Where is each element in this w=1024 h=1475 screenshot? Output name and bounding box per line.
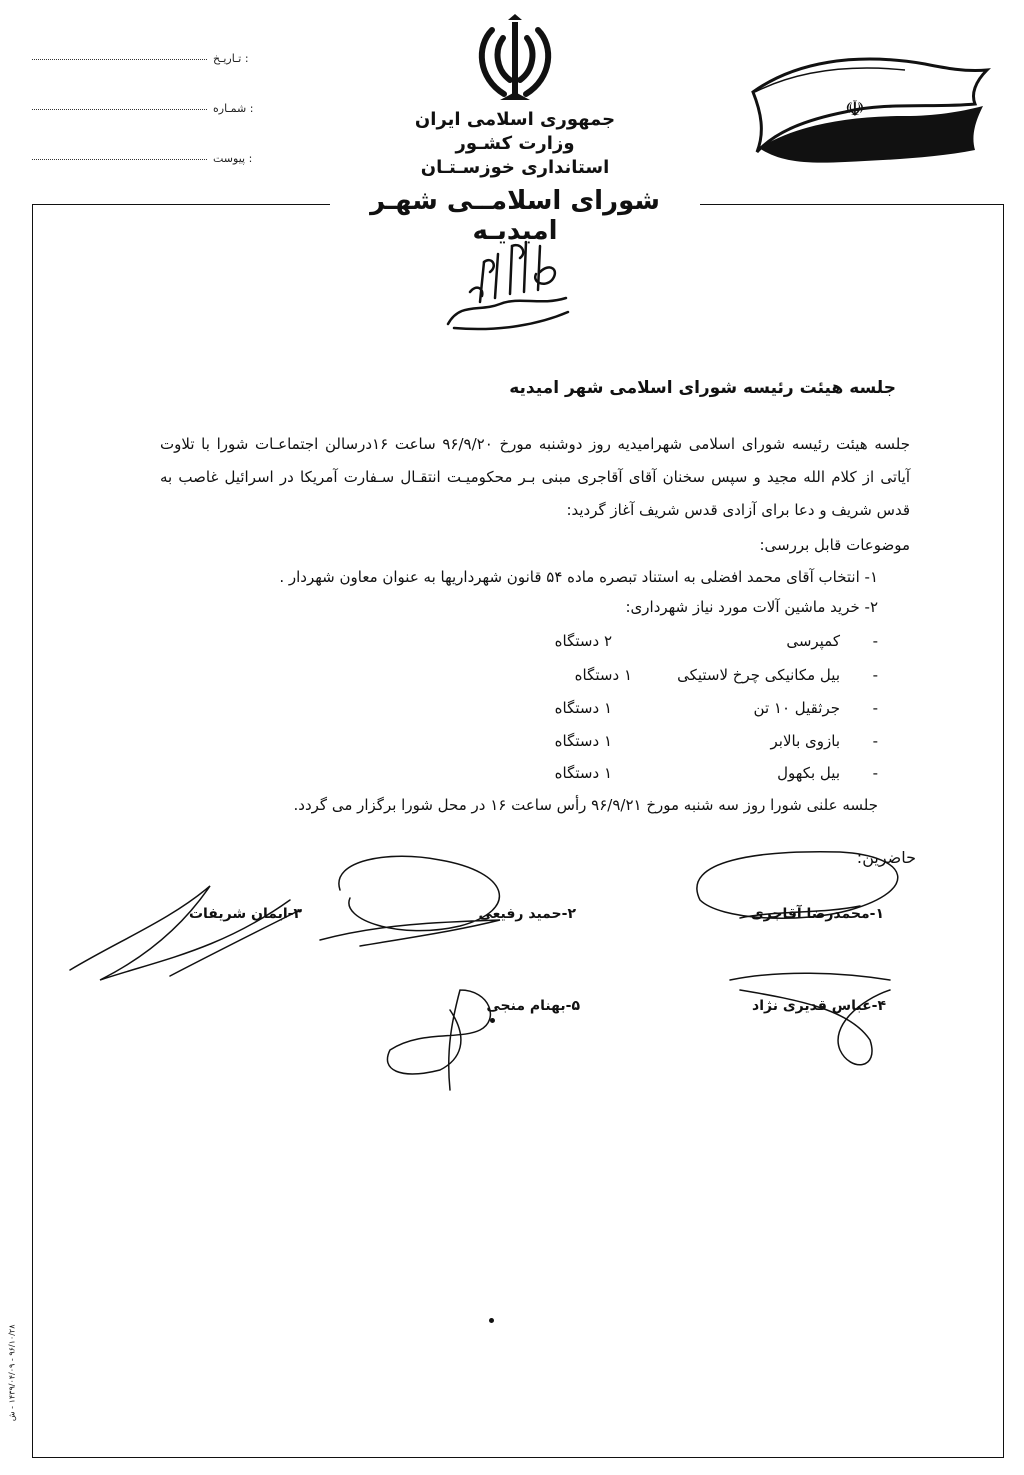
equipment-dash: - <box>872 732 878 750</box>
letterhead-province: استانداری خوزسـتـان <box>420 157 610 178</box>
number-value-line <box>32 109 207 110</box>
council-title: شورای اسلامــی شهـر امیدیـه <box>330 186 700 246</box>
signature-5-icon <box>387 990 490 1090</box>
equipment-name: کمپرسی <box>786 632 840 650</box>
svg-text:☫: ☫ <box>845 97 865 122</box>
intro-paragraph: جلسه هیئت رئیسه شورای اسلامی شهرامیدیه روز دوشنبه مورخ ۹۶/۹/۲۰ ساعت ۱۶درسالن اجتماعـات شورا با تلاوت آیاتی از کلام الله مجید و سپس سخنان آقای آقاجری مبنی بـر محکومیـت انتقـال سـفارت آمریکا در اسرائیل غاصب به قدس شریف و دعا برای آزادی قدس شریف آغاز گردید: <box>160 435 910 519</box>
agenda-item-1: ۱- انتخاب آقای محمد افضلی به استناد تبصره ماده ۵۴ قانون شهرداریها به عنوان معاون شهردار . <box>279 568 878 586</box>
equipment-qty: ۲ دستگاه <box>554 632 612 650</box>
equipment-qty: ۱ دستگاه <box>554 699 612 717</box>
equipment-dash: - <box>872 666 878 684</box>
equipment-name: بیل مکانیکی چرخ لاستیکی <box>677 666 840 684</box>
attendee-2: ۲-حمید رفیعی <box>478 906 576 922</box>
equipment-qty: ۱ دستگاه <box>554 764 612 782</box>
signature-3-icon <box>70 886 300 980</box>
date-label: تـاریـخ : <box>213 52 249 65</box>
dot-mark <box>490 1018 495 1023</box>
equipment-dash: - <box>872 699 878 717</box>
attendees-label: حاضرین: <box>856 848 916 867</box>
equipment-qty: ۱ دستگاه <box>554 732 612 750</box>
bismillah-calligraphy-icon <box>440 232 575 334</box>
equipment-dash: - <box>872 632 878 650</box>
attachment-label: پیوست : <box>213 152 253 165</box>
attendee-1: ۱-محمدرضا آقاجری <box>750 906 884 922</box>
date-value-line <box>32 59 207 60</box>
signature-4-icon <box>730 973 890 1065</box>
dot-mark <box>489 1318 494 1323</box>
attachment-value-line <box>32 159 207 160</box>
letterhead-ministry: وزارت کشـور <box>455 133 575 154</box>
margin-note-container <box>2 1324 22 1430</box>
signatures <box>60 840 920 1100</box>
margin-note: ۹۶/۱۰/۲۸ - ۱۴۳۹/۰۴/۰۹ - ش <box>7 1324 17 1422</box>
number-label: شمـاره : <box>213 102 254 115</box>
flag-logo-icon <box>735 42 997 174</box>
signature-2-icon <box>320 856 500 946</box>
letterhead <box>380 108 650 180</box>
letterhead-country: جمهوری اسلامی ایران <box>414 109 616 130</box>
equipment-dash: - <box>872 764 878 782</box>
signature-1-icon <box>697 852 898 919</box>
equipment-name: بیل بکهول <box>777 764 840 782</box>
attendee-5: ۵-بهنام منجی <box>486 998 580 1014</box>
agenda-item-2: ۲- خرید ماشین آلات مورد نیاز شهرداری: <box>625 598 878 616</box>
attendee-4: ۴-عباس قدیری نژاد <box>752 998 886 1014</box>
equipment-name: بازوی بالابر <box>770 732 840 750</box>
attendee-3: ۳-ایمان شریفات <box>188 906 302 922</box>
closing-sentence: جلسه علنی شورا روز سه شنبه مورخ ۹۶/۹/۲۱ رأس ساعت ۱۶ در محل شورا برگزار می گردد. <box>293 796 878 814</box>
number-field <box>32 102 262 115</box>
equipment-qty: ۱ دستگاه <box>574 666 632 684</box>
attachment-field <box>32 152 262 165</box>
date-field <box>32 52 262 65</box>
meeting-title: جلسه هیئت رئیسه شورای اسلامی شهر امیدیه <box>509 378 896 398</box>
equipment-name: جرثقیل ۱۰ تن <box>753 699 840 717</box>
iran-emblem-icon <box>470 12 560 104</box>
topics-heading: موضوعات قابل بررسی: <box>759 536 910 554</box>
